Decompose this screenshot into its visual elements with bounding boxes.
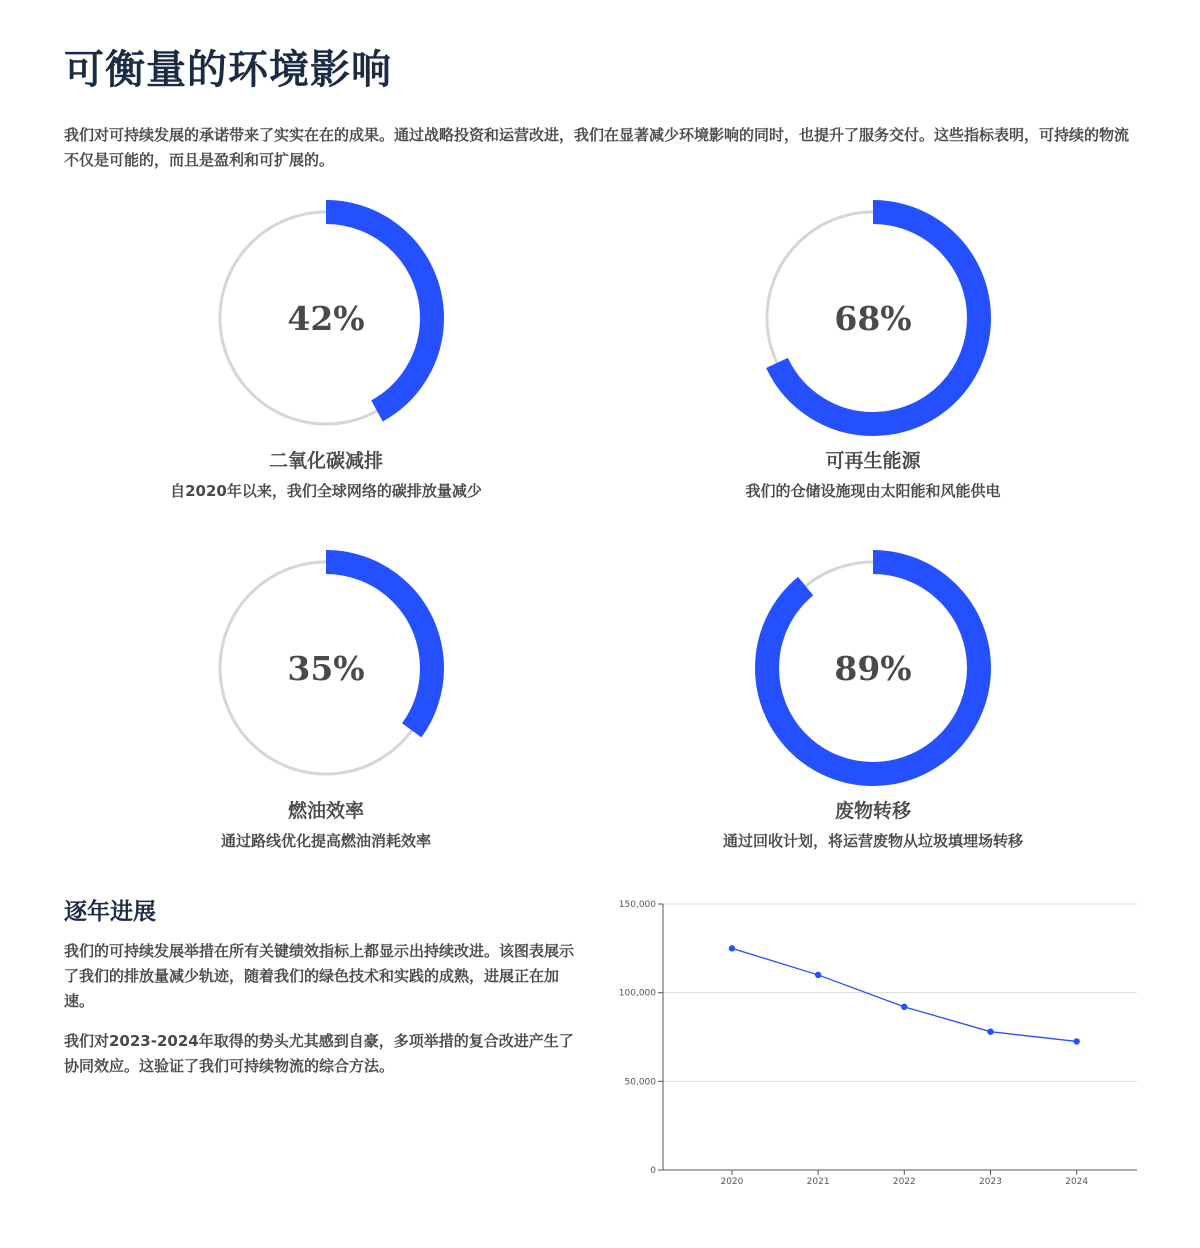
y-tick-label: 0 [650,1166,656,1176]
metric-card-fuel [66,543,586,853]
metric-description: 我们的仓储设施现由太阳能和风能供电 [745,482,1001,500]
metric-title: 可再生能源 [825,450,921,472]
x-tick-label: 2024 [1065,1177,1089,1187]
chart-axes [619,900,1137,1187]
metric-value: 42% [287,299,365,338]
metric-ring [748,543,998,793]
metric-description: 通过路线优化提高燃油消耗效率 [220,832,431,850]
metric-description: 通过回收计划，将运营废物从垃圾填埋场转移 [722,832,1023,850]
metric-title: 二氧化碳减排 [268,450,383,472]
emissions-line-chart [610,890,1150,1190]
metric-card-waste [613,543,1133,853]
page-title: 可衡量的环境影响 [64,47,392,93]
y-tick-label: 100,000 [618,988,656,999]
series-line [732,948,1077,1041]
metric-card-co2 [66,193,586,503]
metric-description: 自2020年以来，我们全球网络的碳排放量减少 [170,482,482,500]
x-tick-label: 2022 [892,1177,916,1187]
progress-paragraph-1: 我们的可持续发展举措在所有关键绩效指标上都显示出持续改进。该图表展示了我们的排放量减少轨迹，随着我们的绿色技术和实践的成熟，进展正在加速。 [64,942,575,1010]
progress-section-title: 逐年进展 [64,899,156,925]
data-point [987,1028,993,1034]
data-point [1073,1038,1079,1044]
x-tick-label: 2023 [979,1177,1002,1187]
data-point [901,1004,907,1010]
metric-card-renewable [613,193,1133,503]
metric-ring [748,193,998,443]
metric-title: 废物转移 [834,800,911,822]
x-tick-label: 2021 [806,1177,830,1187]
data-point [815,972,821,978]
progress-paragraph-2: 我们对2023-2024年取得的势头尤其感到自豪，多项举措的复合改进产生了协同效应。这验证了我们可持续物流的综合方法。 [64,1032,574,1075]
metric-ring [201,193,451,443]
y-tick-label: 50,000 [624,1077,656,1088]
chart-grid [663,904,1137,1081]
line-chart-svg [610,890,1150,1190]
data-point [729,945,735,951]
x-tick-label: 2020 [720,1177,744,1187]
intro-paragraph: 我们对可持续发展的承诺带来了实实在在的成果。通过战略投资和运营改进，我们在显著减少环境影响的同时，也提升了服务交付。这些指标表明，可持续的物流不仅是可能的，而且是盈利和可扩展的。 [64,126,1130,169]
metric-value: 89% [834,649,912,688]
metric-ring [201,543,451,793]
metric-value: 35% [287,649,365,688]
metric-title: 燃油效率 [287,800,364,822]
metric-value: 68% [834,299,912,338]
y-tick-label: 150,000 [618,900,656,910]
chart-series [729,945,1080,1045]
